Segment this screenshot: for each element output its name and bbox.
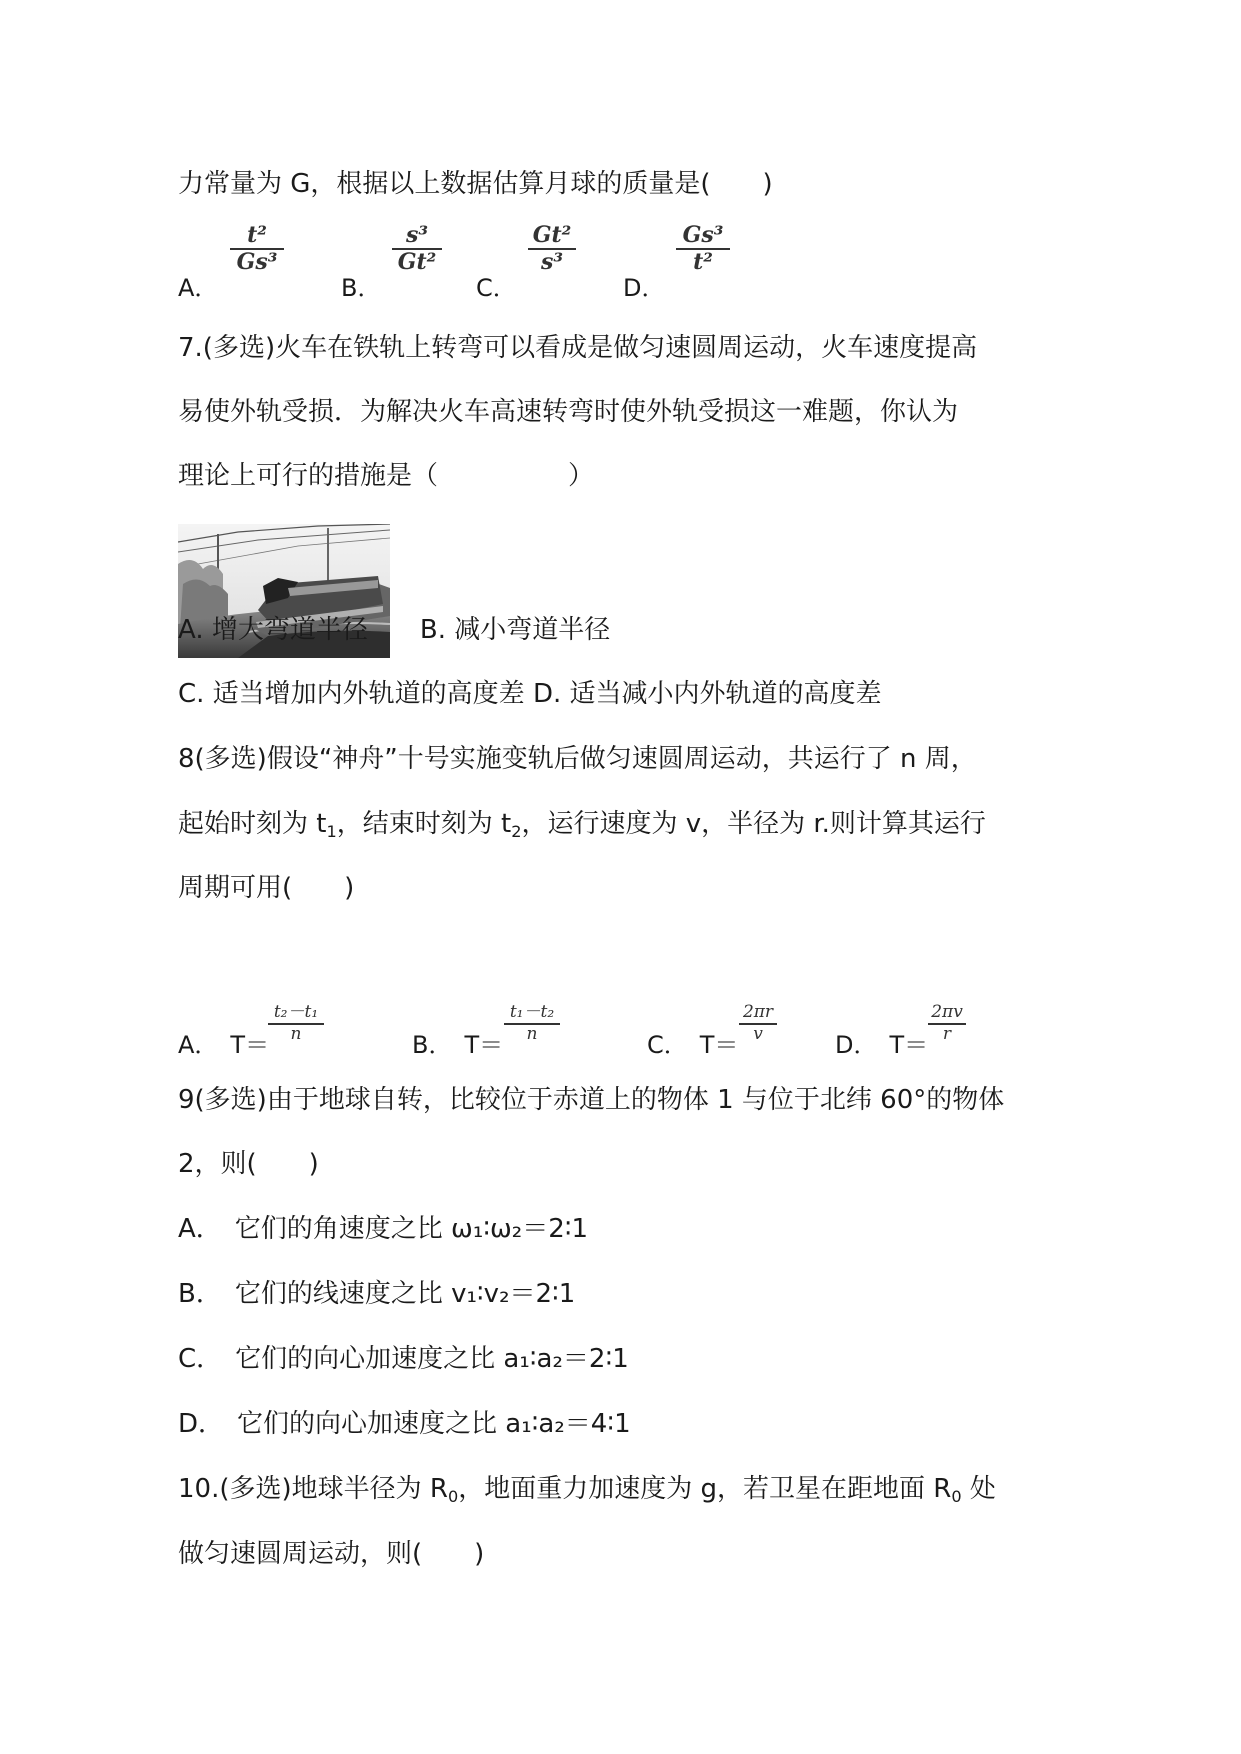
q8-option-b-denominator: n	[526, 1023, 538, 1044]
q8-option-a-denominator: n	[290, 1023, 302, 1044]
q10-stem-line-1	[178, 1469, 996, 1509]
q8-text-rest: ，运行速度为 v，半径为 r.则计算其运行	[521, 809, 986, 839]
q6-option-d-numerator: Gs³	[682, 222, 724, 248]
q6-option-d-denominator: t²	[693, 249, 713, 276]
t1-subscript: 1	[326, 821, 337, 841]
q6-option-c-denominator: s³	[540, 249, 564, 276]
q7-stem-line-3: 理论上可行的措施是（ ）	[178, 461, 595, 491]
q6-option-b-fraction	[392, 224, 442, 274]
q6-option-b-numerator: s³	[405, 222, 429, 248]
q8-option-c-denominator: v	[753, 1023, 763, 1044]
q8-option-d-denominator: r	[942, 1023, 952, 1044]
q8-stem-line-2	[178, 804, 986, 844]
q10-text-end: 处	[961, 1474, 996, 1504]
q8-text-start: 起始时刻为 t	[178, 809, 327, 839]
q8-option-a-fraction	[268, 1004, 324, 1044]
q6-option-d-label: D．	[623, 274, 666, 302]
q8-option-a-numerator: t₂－t₁	[273, 1002, 319, 1022]
q9-option-c: C． 它们的向心加速度之比 a₁∶a₂＝2∶1	[178, 1344, 629, 1374]
q8-option-d-numerator: 2πv	[931, 1002, 963, 1022]
t2-subscript: 2	[511, 821, 522, 841]
q8-option-c-numerator: 2πr	[742, 1002, 774, 1022]
q7-stem-line-2: 易使外轨受损．为解决火车高速转弯时使外轨受损这一难题，你认为	[178, 397, 959, 427]
q9-option-b: B． 它们的线速度之比 v₁∶v₂＝2∶1	[178, 1279, 576, 1309]
q8-stem-line-3: 周期可用( )	[178, 873, 355, 903]
q7-stem-line-1: 7.(多选)火车在铁轨上转弯可以看成是做匀速圆周运动，火车速度提高	[178, 333, 978, 363]
q8-option-b-fraction	[504, 1004, 560, 1044]
q6-option-a-denominator: Gs³	[236, 249, 278, 276]
r0-subscript: 0	[447, 1486, 459, 1506]
q8-stem-line-1: 8(多选)假设“神舟”十号实施变轨后做匀速圆周运动，共运行了 n 周，	[178, 744, 977, 774]
q8-option-c-fraction	[739, 1004, 777, 1044]
q8-option-b-numerator: t₁－t₂	[509, 1002, 555, 1022]
q8-option-d-fraction	[928, 1004, 966, 1044]
q6-option-a-fraction	[230, 224, 284, 274]
q6-option-c-numerator: Gt²	[532, 222, 572, 248]
q6-option-a-label: A．	[178, 274, 219, 302]
q6-option-c-label: C．	[476, 274, 517, 302]
q8-text-end: ，结束时刻为 t	[336, 809, 512, 839]
q9-option-a: A． 它们的角速度之比 ω₁∶ω₂＝2∶1	[178, 1214, 589, 1244]
q7-options-ab: A. 增大弯道半径 B. 减小弯道半径	[178, 615, 611, 645]
q9-stem-line-1: 9(多选)由于地球自转，比较位于赤道上的物体 1 与位于北纬 60°的物体	[178, 1085, 1005, 1115]
q8-option-b-label: B． T＝	[412, 1031, 504, 1059]
q9-stem-line-2: 2，则( )	[178, 1149, 319, 1179]
q10-text-mid: ，地面重力加速度为 g，若卫星在距地面 R	[458, 1474, 952, 1504]
q7-options-cd: C. 适当增加内外轨道的高度差 D. 适当减小内外轨道的高度差	[178, 679, 882, 709]
q6-option-c-fraction	[528, 224, 576, 274]
q9-option-d: D． 它们的向心加速度之比 a₁∶a₂＝4∶1	[178, 1409, 631, 1439]
q10-text-start: 10.(多选)地球半径为 R	[178, 1474, 448, 1504]
q6-option-b-denominator: Gt²	[397, 249, 437, 276]
q8-option-a-label: A． T＝	[178, 1031, 270, 1059]
r0-subscript-2: 0	[951, 1486, 962, 1506]
q6-option-d-fraction	[676, 224, 730, 274]
q6-option-a-numerator: t²	[247, 222, 267, 248]
q8-option-d-label: D． T＝	[835, 1031, 929, 1059]
q8-option-c-label: C． T＝	[647, 1031, 739, 1059]
q6-option-b-label: B．	[341, 274, 382, 302]
q6-stem-tail: 力常量为 G，根据以上数据估算月球的质量是( )	[178, 169, 773, 199]
q10-stem-line-2: 做匀速圆周运动，则( )	[178, 1539, 485, 1569]
